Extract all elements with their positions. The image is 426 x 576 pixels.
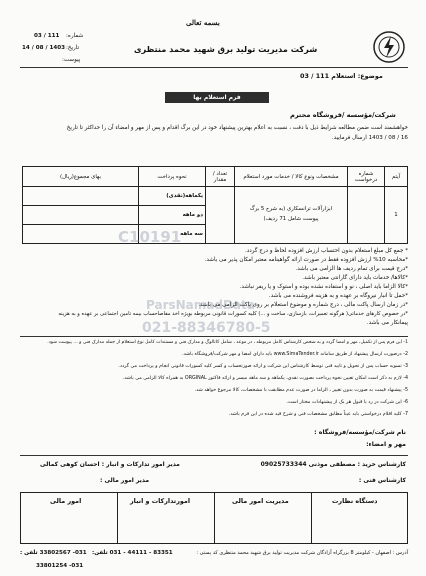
signature-company-label: نام شرکت/مؤسسه/فروشگاه :: [314, 429, 406, 436]
footer-col-divider-1: [117, 492, 118, 544]
contact-finance-manager: مدیر امور مالی :: [100, 477, 150, 484]
footer-col-finance: امور مالی: [50, 497, 82, 505]
note-1: 1- این فرم پس از تکمیل، مهر و امضا گردد و به شخص کارشناس کامل مربوطه ، در موعد ، شامل کاتالوگ و مدارک فنی و مستندات کامل نوع استعلام از جمله مدارک فنی و ... پیوست شود.: [47, 340, 408, 345]
note-4: 4- لازم به ذکر است امکان تعیین نحوه پرداخت بصورت نقدی، یکماهه و سه ماهه میسر و ارائه فاکتور ORGINAL به همراه کالا الزامی می باشد.: [122, 376, 408, 381]
note-7: 7- کلیه اقلام درخواستی باید عیناً مطابق مشخصات فنی و شرح قید شده در این فرم باشد.: [228, 412, 408, 417]
payment-option-3: سه ماهه: [139, 225, 206, 244]
row-description-line-2: پیوست شامل 71 ردیف): [263, 216, 319, 222]
footer-col-divider-2: [214, 492, 215, 544]
total-cell-2[interactable]: [23, 206, 139, 225]
bismillah: بسمه تعالی: [186, 18, 220, 27]
contact-buyer: کارشناس خرید : مصطفی موذنی 09025733344: [260, 461, 406, 468]
row-request-no: [348, 187, 385, 244]
attachment-label: پیوست:: [62, 57, 81, 63]
footer-col-divider-3: [311, 492, 312, 544]
condition-3: *درج قیمت برای تمام ردیف ها الزامی می باشد.: [295, 266, 408, 272]
condition-4: *کالاها/ خدمات باید دارای گارانتی معتبر باشد.: [302, 275, 408, 281]
header-payment: نحوه پرداخت: [139, 167, 206, 187]
payment-option-1: یکماهه(نقدی): [139, 187, 206, 206]
footer-fax: 031- 33802567 تلفن :: [20, 550, 87, 556]
contact-technical: کارشناس فنی :: [358, 477, 406, 484]
footer-col-finance-management: مدیریت امور مالی: [232, 497, 289, 505]
header-qty: تعداد / مقدار: [206, 167, 235, 187]
total-cell-1[interactable]: [23, 187, 139, 206]
subject: موضوع: استعلام 111 / 03: [300, 72, 383, 80]
intro-line-2: 16 / 08 / 1403 ارسال فرمایید.: [331, 135, 408, 141]
condition-9: پیمانکار می باشد.: [366, 320, 408, 326]
watermark-code: C10191: [118, 228, 182, 246]
note-3: 3- تسویه حساب پس از تحویل و تایید فنی توسط کارشناس این شرکت و ارائه صورتحساب و کسر کلیه کسورات قانونی انجام و پرداخت می گردد.: [118, 364, 408, 369]
watermark-phone: 021-88346780-5: [142, 320, 271, 336]
power-plant-logo-icon: [372, 30, 406, 64]
footer-col-procurement: امورتدارکات و انبار: [130, 497, 191, 505]
payment-option-2: دو ماهه: [139, 206, 206, 225]
intro-line-1: خواهشمند است ضمن مطالعه شرایط ذیل با دقت ، نسبت به اعلام بهترین پیشنهاد خود در این برگ اقدام و پس از مهر و امضاء آن را حداکثر تا تاریخ: [66, 125, 408, 131]
items-table: [22, 166, 408, 244]
watermark-site: ParsNamadData: [146, 298, 255, 312]
header-request-no: شماره درخواست: [348, 167, 385, 187]
header-description: مشخصات ونوع کالا / خدمات مورد استعلام: [235, 167, 348, 187]
number-label: شماره:: [66, 33, 84, 39]
number-value: 111 / 03: [34, 33, 60, 39]
footer-address: آدرس : اصفهان - کیلومتر 8 بزرگراه آزادگان شرکت مدیریت تولید برق شهید محمد منتظری کد پستی :: [196, 550, 408, 556]
row-description-line-1: ابزارآلات ترانسکاری (به شرح 5 برگ: [249, 206, 333, 213]
condition-1: * جمع کل مبلغ استعلام بدون احتساب ارزش افزوده لحاظ و درج گردد.: [244, 248, 408, 254]
note-6: 6- این شرکت در رد یا قبول هر یک از پیشنهادات مختار است.: [286, 400, 408, 405]
contacts-divider: [20, 455, 408, 456]
date-value: 1403 / 08 / 14: [22, 45, 66, 51]
condition-7: *در زمان ارسال پاکت مالی ، درج شماره و موضوع استعلام بر روی پاکت الزامی می باشد.: [198, 302, 408, 308]
contact-procurement-manager: مدیر امور تدارکات و انبار : احسان کوهی کمالی: [40, 461, 180, 468]
row-item: 1: [385, 187, 408, 244]
note-5: 5- پیشنهاد قیمت به صورت بدون تغییر ، الزاما در صورت عدم مطابقت با مشخصات، کالا مرجوع خواهد شد.: [194, 388, 408, 393]
addressee: شرکت/مؤسسه /فروشگاه محترم: [290, 111, 396, 119]
company-name: شرکت مدیریت تولید برق شهید محمد منتظری: [134, 44, 318, 54]
signature-stamp-label: مهر و امضاء:: [366, 441, 406, 448]
footer-phone: 83351 - 44111 - 031 تلفن:: [92, 550, 173, 556]
footer-bottom-number: 031- 33801254: [36, 563, 84, 569]
form-title: فرم استعلام بها: [165, 92, 269, 103]
row-qty: [206, 187, 235, 244]
notes-divider: [20, 336, 408, 337]
row-description: [235, 187, 348, 244]
note-2: 2- درصورت ارسال پیشنهاد از طریق سامانه www.SimaTender.ir باید دارای امضا و مهر شرکت/فروشگاه باشد.: [182, 352, 408, 357]
condition-8: *در خصوص کارهای خدماتی( هرگونه تعمیرات، بازسازی، ساخت و ...) کلیه کسورات قانونی مربوطه بویژه اخذ مفاصاحساب بیمه تامین اجتماعی بر عهده و به هزینه: [58, 311, 408, 317]
condition-5: *کالا الزاما باید اصلی ، نو و استفاده نشده بوده و استوک و یا ریفر نباشد.: [239, 284, 408, 290]
footer-col-supervision: دستگاه نظارت: [332, 497, 378, 505]
date-label: تاریخ:: [66, 45, 80, 51]
header-item: آیتم: [385, 167, 408, 187]
condition-6: *حمل تا انبار نیروگاه بر عهده و به هزینه فروشنده می باشد.: [268, 293, 408, 299]
header-total: بهای مجموع(ریال): [23, 167, 139, 187]
header-divider: [20, 67, 408, 68]
condition-2: *محاسبه 10% ارزش افزوده فقط در صورت ارائه گواهینامه معتبر امکان پذیر می باشد.: [204, 257, 408, 263]
